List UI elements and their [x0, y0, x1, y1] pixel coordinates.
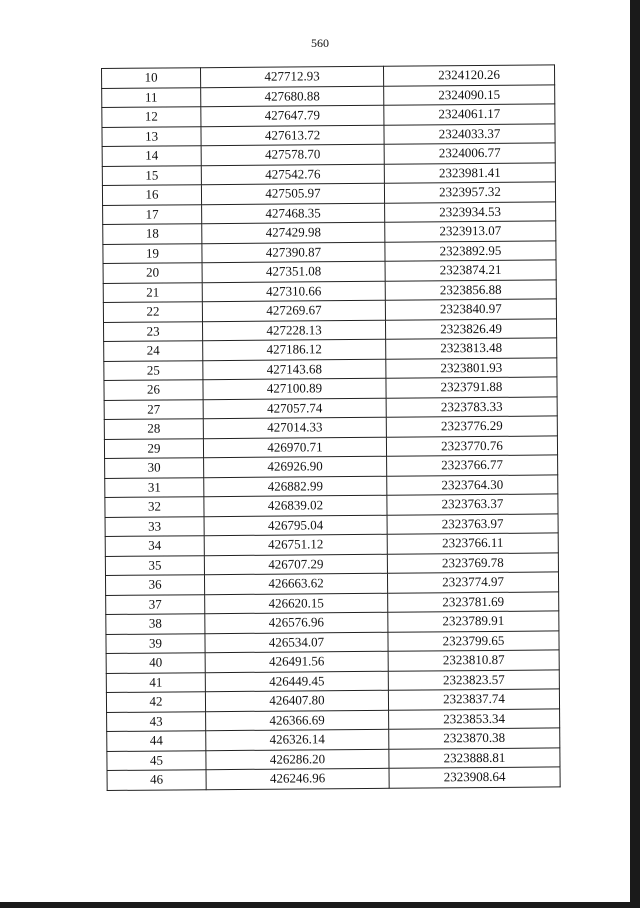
- point-number-cell: 27: [104, 399, 203, 419]
- coordinate-table-wrapper: [101, 64, 561, 790]
- y-coordinate-cell: 2323801.93: [386, 357, 557, 378]
- x-coordinate-cell: 427712.93: [201, 66, 384, 87]
- coordinate-table: [101, 64, 561, 790]
- y-coordinate-cell: 2323892.95: [385, 240, 556, 261]
- y-coordinate-cell: 2324120.26: [383, 65, 554, 86]
- point-number-cell: 29: [104, 438, 203, 458]
- y-coordinate-cell: 2323799.65: [388, 630, 559, 651]
- point-number-cell: 43: [107, 711, 206, 731]
- y-coordinate-cell: 2323763.97: [387, 513, 558, 534]
- y-coordinate-cell: 2323826.49: [385, 318, 556, 339]
- x-coordinate-cell: 426839.02: [204, 495, 387, 516]
- point-number-cell: 35: [105, 555, 204, 575]
- point-number-cell: 46: [107, 770, 206, 790]
- y-coordinate-cell: 2323766.77: [387, 455, 558, 476]
- point-number-cell: 22: [103, 302, 202, 322]
- x-coordinate-cell: 426326.14: [206, 729, 389, 750]
- y-coordinate-cell: 2323874.21: [385, 260, 556, 281]
- y-coordinate-cell: 2323766.11: [387, 533, 558, 554]
- point-number-cell: 19: [103, 243, 202, 263]
- point-number-cell: 37: [106, 594, 205, 614]
- y-coordinate-cell: 2323781.69: [388, 591, 559, 612]
- x-coordinate-cell: 427429.98: [202, 222, 385, 243]
- y-coordinate-cell: 2323957.32: [384, 182, 555, 203]
- x-coordinate-cell: 426707.29: [204, 554, 387, 575]
- x-coordinate-cell: 427186.12: [203, 339, 386, 360]
- x-coordinate-cell: 426882.99: [204, 476, 387, 497]
- y-coordinate-cell: 2323813.48: [386, 338, 557, 359]
- y-coordinate-cell: 2323837.74: [388, 689, 559, 710]
- x-coordinate-cell: 427613.72: [201, 125, 384, 146]
- y-coordinate-cell: 2323783.33: [386, 396, 557, 417]
- y-coordinate-cell: 2323810.87: [388, 650, 559, 671]
- point-number-cell: 40: [106, 653, 205, 673]
- point-number-cell: 38: [106, 614, 205, 634]
- point-number-cell: 16: [102, 185, 201, 205]
- x-coordinate-cell: 426534.07: [205, 632, 388, 653]
- x-coordinate-cell: 426407.80: [205, 690, 388, 711]
- x-coordinate-cell: 427014.33: [203, 417, 386, 438]
- point-number-cell: 42: [106, 692, 205, 712]
- x-coordinate-cell: 427390.87: [202, 242, 385, 263]
- x-coordinate-cell: 426286.20: [206, 749, 389, 770]
- x-coordinate-cell: 427578.70: [201, 144, 384, 165]
- page-number: 560: [311, 36, 329, 50]
- y-coordinate-cell: 2323888.81: [389, 747, 560, 768]
- y-coordinate-cell: 2323769.78: [387, 552, 558, 573]
- y-coordinate-cell: 2323774.97: [387, 572, 558, 593]
- x-coordinate-cell: 427505.97: [201, 183, 384, 204]
- x-coordinate-cell: 427143.68: [203, 359, 386, 380]
- x-coordinate-cell: 426366.69: [206, 710, 389, 731]
- point-number-cell: 11: [102, 87, 201, 107]
- y-coordinate-cell: 2323776.29: [386, 416, 557, 437]
- y-coordinate-cell: 2324090.15: [384, 84, 555, 105]
- coordinate-table-body: [102, 65, 561, 790]
- x-coordinate-cell: 426926.90: [204, 456, 387, 477]
- x-coordinate-cell: 426449.45: [205, 671, 388, 692]
- x-coordinate-cell: 427542.76: [201, 164, 384, 185]
- point-number-cell: 10: [102, 68, 201, 88]
- point-number-cell: 28: [104, 419, 203, 439]
- point-number-cell: 30: [105, 458, 204, 478]
- point-number-cell: 12: [102, 107, 201, 127]
- point-number-cell: 25: [104, 360, 203, 380]
- x-coordinate-cell: 427100.89: [203, 378, 386, 399]
- x-coordinate-cell: 426663.62: [204, 573, 387, 594]
- x-coordinate-cell: 427228.13: [202, 320, 385, 341]
- y-coordinate-cell: 2323908.64: [389, 767, 560, 788]
- point-number-cell: 41: [106, 672, 205, 692]
- point-number-cell: 31: [105, 477, 204, 497]
- point-number-cell: 14: [102, 146, 201, 166]
- x-coordinate-cell: 426576.96: [205, 612, 388, 633]
- x-coordinate-cell: 426491.56: [205, 651, 388, 672]
- y-coordinate-cell: 2323791.88: [386, 377, 557, 398]
- x-coordinate-cell: 426795.04: [204, 515, 387, 536]
- x-coordinate-cell: 426751.12: [204, 534, 387, 555]
- table-row: [107, 767, 560, 790]
- point-number-cell: 45: [107, 750, 206, 770]
- point-number-cell: 33: [105, 516, 204, 536]
- y-coordinate-cell: 2323840.97: [385, 299, 556, 320]
- point-number-cell: 20: [103, 263, 202, 283]
- x-coordinate-cell: 427310.66: [202, 281, 385, 302]
- y-coordinate-cell: 2323770.76: [386, 435, 557, 456]
- x-coordinate-cell: 427468.35: [202, 203, 385, 224]
- point-number-cell: 44: [107, 731, 206, 751]
- point-number-cell: 26: [104, 380, 203, 400]
- point-number-cell: 24: [104, 341, 203, 361]
- point-number-cell: 39: [106, 633, 205, 653]
- y-coordinate-cell: 2324033.37: [384, 123, 555, 144]
- x-coordinate-cell: 427680.88: [201, 86, 384, 107]
- point-number-cell: 17: [103, 204, 202, 224]
- x-coordinate-cell: 427351.08: [202, 261, 385, 282]
- y-coordinate-cell: 2323764.30: [387, 474, 558, 495]
- point-number-cell: 34: [105, 536, 204, 556]
- y-coordinate-cell: 2323763.37: [387, 494, 558, 515]
- x-coordinate-cell: 427057.74: [203, 398, 386, 419]
- point-number-cell: 23: [103, 321, 202, 341]
- x-coordinate-cell: 427269.67: [202, 300, 385, 321]
- y-coordinate-cell: 2324006.77: [384, 143, 555, 164]
- x-coordinate-cell: 426246.96: [206, 768, 389, 789]
- x-coordinate-cell: 427647.79: [201, 105, 384, 126]
- point-number-cell: 32: [105, 497, 204, 517]
- point-number-cell: 15: [102, 165, 201, 185]
- y-coordinate-cell: 2324061.17: [384, 104, 555, 125]
- point-number-cell: 21: [103, 282, 202, 302]
- y-coordinate-cell: 2323856.88: [385, 279, 556, 300]
- y-coordinate-cell: 2323913.07: [385, 221, 556, 242]
- x-coordinate-cell: 426970.71: [203, 437, 386, 458]
- y-coordinate-cell: 2323789.91: [388, 611, 559, 632]
- y-coordinate-cell: 2323870.38: [389, 728, 560, 749]
- y-coordinate-cell: 2323934.53: [385, 201, 556, 222]
- point-number-cell: 18: [103, 224, 202, 244]
- y-coordinate-cell: 2323823.57: [388, 669, 559, 690]
- y-coordinate-cell: 2323981.41: [384, 162, 555, 183]
- point-number-cell: 13: [102, 126, 201, 146]
- x-coordinate-cell: 426620.15: [205, 593, 388, 614]
- point-number-cell: 36: [105, 575, 204, 595]
- y-coordinate-cell: 2323853.34: [389, 708, 560, 729]
